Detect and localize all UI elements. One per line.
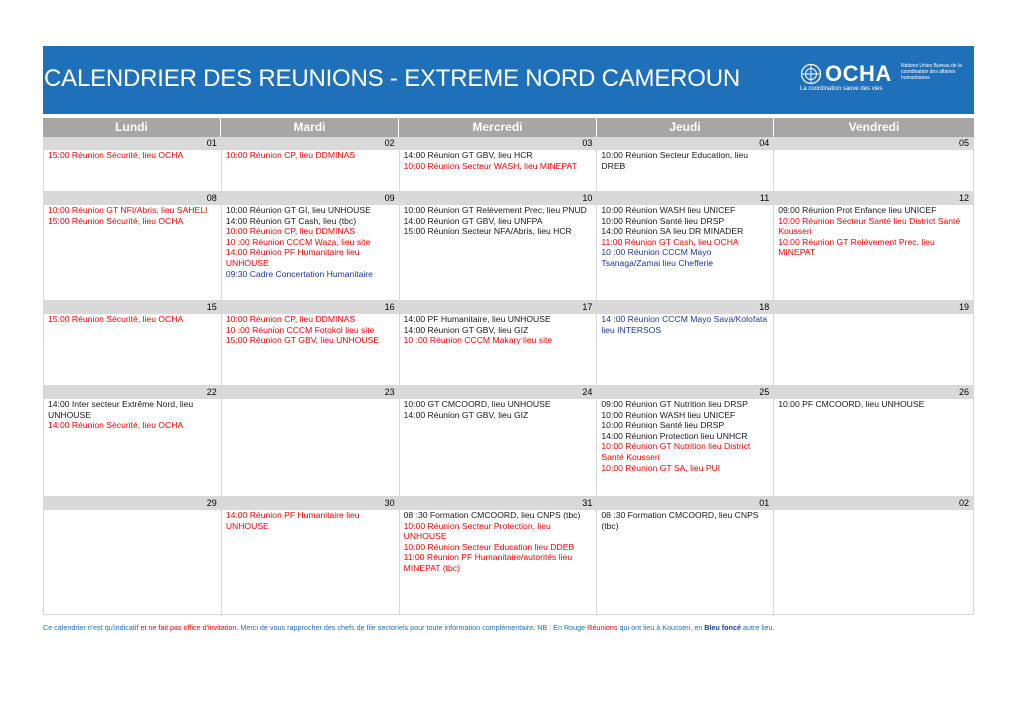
meeting-entry: 10:00 Réunion CP, lieu DDMINAS bbox=[225, 226, 356, 237]
day-cell[interactable] bbox=[597, 386, 774, 497]
day-cell[interactable] bbox=[44, 497, 222, 615]
week-row bbox=[43, 386, 974, 497]
weekday-lundi: Lundi bbox=[43, 118, 221, 137]
weekday-header-row bbox=[43, 118, 974, 137]
meeting-entry: 14:00 Réunion GT GBV, lieu UNFPA bbox=[403, 215, 543, 226]
day-number: 17 bbox=[400, 301, 597, 314]
day-cell[interactable] bbox=[400, 497, 598, 615]
meeting-entry: 10:00 Réunion Santé lieu DRSP bbox=[601, 215, 725, 226]
meeting-entry: 11:00 Réunion PF Humanitaire/autorités lieu MINEPAT (tbc) bbox=[403, 552, 573, 573]
page-title: CALENDRIER DES REUNIONS - EXTREME NORD CAMEROUN bbox=[44, 65, 741, 92]
meeting-entry: 10:00 Réunion WASH lieu UNICEF bbox=[601, 409, 736, 420]
meeting-entry: 08 :30 Formation CMCOORD, lieu CNPS (tbc) bbox=[601, 510, 759, 531]
meeting-entry: 10:00 Réunion CP, lieu DDMINAS bbox=[225, 314, 356, 324]
meeting-entry: 15:00 Réunion Sécurité, lieu OCHA bbox=[48, 215, 184, 226]
day-cell[interactable] bbox=[44, 301, 222, 386]
day-number: 30 bbox=[222, 497, 399, 510]
meeting-entry: 10:00 Réunion Secteur Santé lieu District Santé Kousseri bbox=[778, 215, 961, 237]
day-cell[interactable] bbox=[597, 137, 774, 192]
meeting-entry: 08 :30 Formation CMCOORD, lieu CNPS (tbc) bbox=[403, 510, 581, 520]
weekday-mardi: Mardi bbox=[221, 118, 399, 137]
meeting-entry: 10:00 Réunion GT SA, lieu PUI bbox=[601, 462, 721, 473]
meeting-entry: 14:00 Réunion GT GBV, lieu GIZ bbox=[403, 409, 529, 420]
day-number: 19 bbox=[774, 301, 973, 314]
meeting-entry: 10:00 Réunion Secteur WASH, lieu MINEPAT bbox=[403, 160, 577, 171]
meeting-entry: 11:00 Réunion GT Cash, lieu OCHA bbox=[601, 236, 739, 247]
meeting-entry: 10:00 Réunion Secteur Protection, lieu UNHOUSE bbox=[403, 520, 551, 542]
meeting-entry: 10:00 Réunion Secteur Education, lieu DREB bbox=[601, 150, 749, 171]
day-number: 29 bbox=[44, 497, 221, 510]
day-cell[interactable] bbox=[774, 301, 974, 386]
meeting-entry: 14:00 Réunion SA lieu DR MINADER bbox=[601, 226, 744, 237]
meeting-entry: 10:00 PF CMCOORD, lieu UNHOUSE bbox=[778, 399, 925, 409]
meeting-entry: 15:00 Réunion Sécurité, lieu OCHA bbox=[48, 314, 184, 324]
meeting-entry: 10:00 GT CMCOORD, lieu UNHOUSE bbox=[403, 399, 551, 409]
day-number: 05 bbox=[774, 137, 973, 150]
meeting-entry: 14:00 Réunion GT GBV, lieu GIZ bbox=[403, 324, 529, 335]
day-number: 01 bbox=[44, 137, 221, 150]
un-emblem-icon bbox=[800, 63, 822, 85]
day-number: 26 bbox=[774, 386, 973, 399]
day-number: 16 bbox=[222, 301, 399, 314]
day-number: 08 bbox=[44, 192, 221, 205]
day-cell[interactable] bbox=[400, 137, 598, 192]
day-number: 10 bbox=[400, 192, 597, 205]
day-cell[interactable] bbox=[44, 192, 222, 301]
day-number: 12 bbox=[774, 192, 973, 205]
day-number: 02 bbox=[222, 137, 399, 150]
meeting-entry: 15:00 Réunion Secteur NFA/Abris, lieu HCR bbox=[403, 226, 572, 237]
calendar-grid bbox=[43, 137, 974, 615]
day-number: 03 bbox=[400, 137, 597, 150]
meeting-entry: 09:30 Cadre Concertation Humanitaire bbox=[225, 268, 373, 279]
day-number: 23 bbox=[222, 386, 399, 399]
day-number: 11 bbox=[597, 192, 773, 205]
meeting-entry: 14:00 Réunion Protection lieu UNHCR bbox=[601, 430, 748, 441]
day-cell[interactable] bbox=[44, 137, 222, 192]
meeting-entry: 10 :00 Réunion CCCM Fotokol lieu site bbox=[225, 324, 375, 335]
day-cell[interactable] bbox=[597, 301, 774, 386]
logo-wordmark: OCHA bbox=[825, 61, 892, 86]
day-cell[interactable] bbox=[400, 386, 598, 497]
meeting-entry: 14:00 PF Humanitaire, lieu UNHOUSE bbox=[403, 314, 551, 324]
meeting-entry: 14:00 Inter secteur Extrême Nord, lieu UNHOUSE bbox=[48, 399, 194, 420]
day-number: 24 bbox=[400, 386, 597, 399]
footnote-part: qui ont lieu à Kousseri, en bbox=[617, 623, 705, 632]
week-row bbox=[43, 497, 974, 615]
meeting-entry: 14:00 Réunion GT GBV, lieu HCR bbox=[403, 150, 533, 160]
day-number: 02 bbox=[774, 497, 973, 510]
meeting-entry: 09:00 Réunion Prot Enfance lieu UNICEF bbox=[778, 205, 937, 215]
meeting-entry: 10:00 Réunion GT Relèvement Prec, lieu MINEPAT bbox=[778, 236, 935, 258]
footnote-part: . Merci de vous rapprocher des chefs de file sectoriels pour toute information complémentaire. NB : En Rouge bbox=[236, 623, 588, 632]
day-number: 31 bbox=[400, 497, 597, 510]
day-cell[interactable] bbox=[400, 301, 598, 386]
day-number: 18 bbox=[597, 301, 773, 314]
day-cell[interactable] bbox=[774, 137, 974, 192]
meeting-entry: 09:00 Réunion GT Nutrition lieu DRSP bbox=[601, 399, 748, 409]
meeting-entry: 14:00 Réunion PF Humanitaire lieu UNHOUSE bbox=[225, 247, 360, 268]
footnote-part: Ce calendrier n'est qu'indicatif bbox=[43, 623, 141, 632]
meeting-entry: 10:00 Réunion WASH lieu UNICEF bbox=[601, 205, 736, 215]
day-cell[interactable] bbox=[597, 192, 774, 301]
week-row bbox=[43, 137, 974, 192]
footnote-part: autre lieu. bbox=[740, 623, 775, 632]
meeting-entry: 10 :00 Réunion CCCM Makary lieu site bbox=[403, 335, 553, 346]
meeting-entry: 14:00 Réunion Sécurité, lieu OCHA bbox=[48, 420, 184, 431]
day-cell[interactable] bbox=[774, 497, 974, 615]
day-cell[interactable] bbox=[774, 386, 974, 497]
footnote-part: et ne fait pas office d'invitation bbox=[140, 623, 237, 632]
meeting-entry: 14 :00 Réunion CCCM Mayo Sava/Kolofata lieu INTERSOS bbox=[601, 314, 768, 335]
week-row bbox=[43, 301, 974, 386]
footnote bbox=[43, 623, 775, 632]
weekday-jeudi: Jeudi bbox=[597, 118, 774, 137]
ocha-logo bbox=[800, 61, 966, 97]
weekday-mercredi: Mercredi bbox=[399, 118, 597, 137]
footnote-part: Réunions bbox=[587, 623, 618, 632]
day-number: 09 bbox=[222, 192, 399, 205]
logo-org-name: Nations Unies Bureau de la coordination des affaires humanitaires bbox=[901, 63, 962, 81]
day-cell[interactable] bbox=[222, 386, 400, 497]
day-cell[interactable] bbox=[222, 137, 400, 192]
day-cell[interactable] bbox=[774, 192, 974, 301]
day-number: 04 bbox=[597, 137, 773, 150]
meeting-entry: 10:00 Réunion GT NFI/Abris, lieu SAHELI bbox=[48, 205, 208, 215]
meeting-entry: 15:00 Réunion Sécurité, lieu OCHA bbox=[48, 150, 184, 160]
weekday-vendredi: Vendredi bbox=[848, 120, 900, 134]
day-number: 25 bbox=[597, 386, 773, 399]
footnote-part: Bleu foncé bbox=[704, 623, 741, 632]
meeting-entry: 10:00 Réunion Santé lieu DRSP bbox=[601, 420, 725, 431]
meeting-entry: 10 :00 Réunion CCCM Waza, lieu site bbox=[225, 236, 371, 247]
day-cell[interactable] bbox=[400, 192, 598, 301]
header-banner bbox=[43, 46, 974, 114]
meeting-entry: 14:00 Réunion PF Humanitaire lieu UNHOUSE bbox=[225, 510, 360, 531]
day-number: 22 bbox=[44, 386, 221, 399]
meeting-entry: 10 :00 Réunion CCCM Mayo Tsanaga/Zamai lieu Chefferie bbox=[601, 247, 714, 268]
day-cell[interactable] bbox=[222, 301, 400, 386]
logo-tagline: La coordination sauve des vies bbox=[800, 86, 883, 92]
day-number: 15 bbox=[44, 301, 221, 314]
meeting-entry: 10:00 Réunion Secteur Education lieu DDEB bbox=[403, 541, 575, 552]
week-row bbox=[43, 192, 974, 301]
day-cell[interactable] bbox=[597, 497, 774, 615]
meeting-entry: 10:00 Réunion GT Nutrition lieu District Santé Kousseri bbox=[601, 441, 751, 462]
calendar-page bbox=[43, 46, 974, 615]
meeting-entry: 10:00 Réunion GT GI, lieu UNHOUSE bbox=[225, 205, 371, 215]
day-cell[interactable] bbox=[222, 192, 400, 301]
day-number: 01 bbox=[597, 497, 773, 510]
day-cell[interactable] bbox=[222, 497, 400, 615]
meeting-entry: 10:00 Réunion GT Relèvement Prec, lieu PNUD bbox=[403, 205, 587, 215]
meeting-entry: 14:00 Réunion GT Cash, lieu (tbc) bbox=[225, 215, 357, 226]
meeting-entry: 10:00 Réunion CP, lieu DDMINAS bbox=[225, 150, 356, 160]
meeting-entry: 15:00 Réunion GT GBV, lieu UNHOUSE bbox=[225, 335, 380, 346]
day-cell[interactable] bbox=[44, 386, 222, 497]
